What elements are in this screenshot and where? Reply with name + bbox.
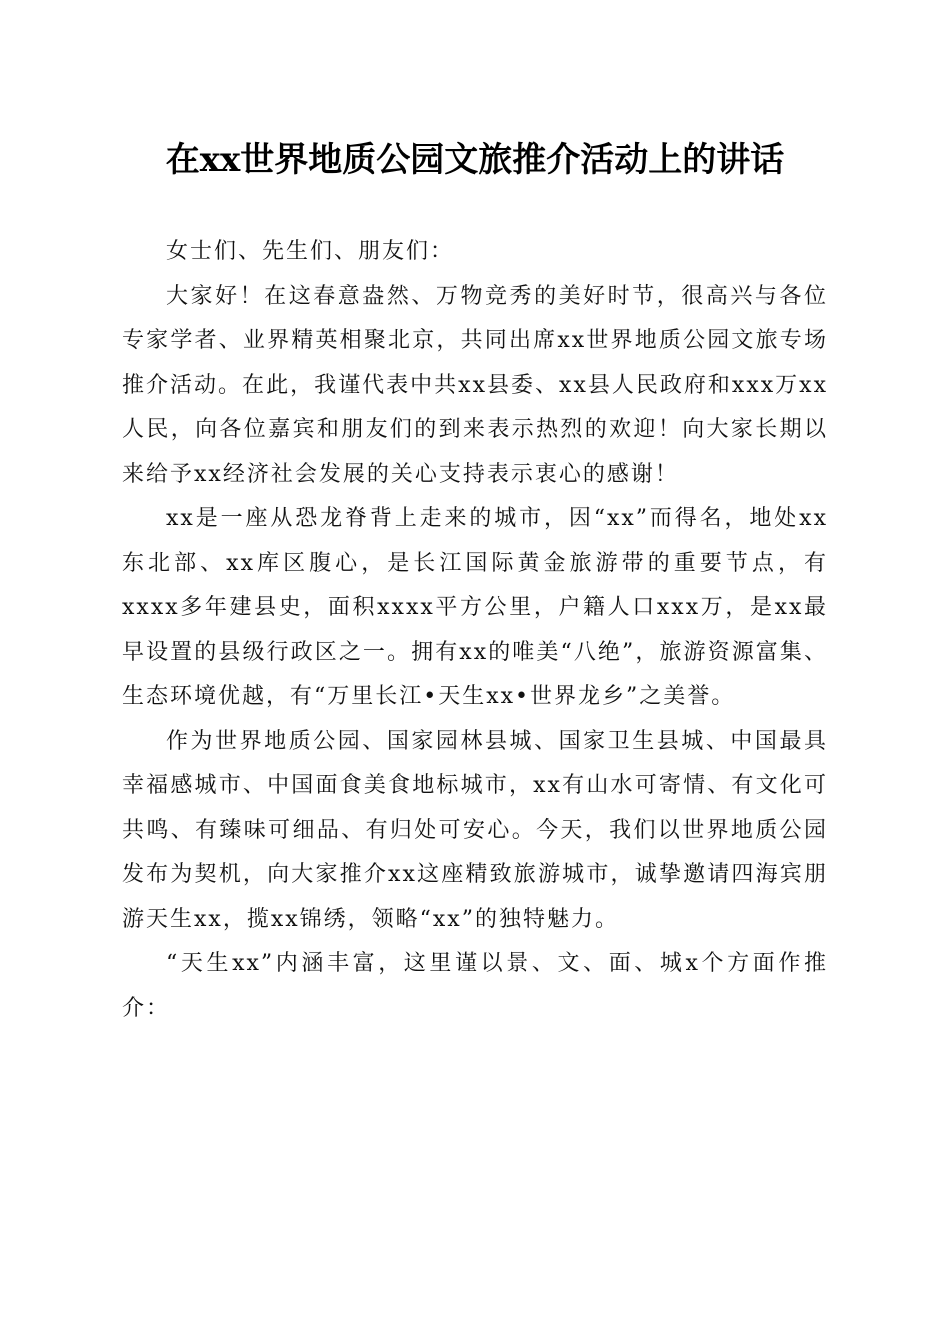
- document-title: 在xx世界地质公园文旅推介活动上的讲话: [165, 140, 785, 180]
- greeting-paragraph: 女士们、先生们、朋友们：: [166, 239, 455, 264]
- document-body: [122, 230, 828, 1031]
- city-intro-paragraph: xx是一座从恐龙脊背上走来的城市，因“xx”而得名，地处xx东北部、xx库区腹心，是长江国际黄金旅游带的重要节点，有xxxx多年建县史，面积xxxx平方公里，户籍人口xxx万，是xx最早设置的县级行政区之一。拥有xx的唯美“八绝”，旅游资源富集、生态环境优越，有“万里长江•天生xx•世界龙乡”之美誉。: [122, 506, 828, 709]
- welcome-paragraph: 大家好！在这春意盎然、万物竞秀的美好时节，很高兴与各位专家学者、业界精英相聚北京，共同出席xx世界地质公园文旅专场推介活动。在此，我谨代表中共xx县委、xx县人民政府和xxx万xx人民，向各位嘉宾和朋友们的到来表示热烈的欢迎！向大家长期以来给予xx经济社会发展的关心支持表示衷心的感谢！: [122, 283, 828, 487]
- city-honors-paragraph: 作为世界地质公园、国家园林县城、国家卫生县城、中国最具幸福感城市、中国面食美食地标城市，xx有山水可寄情、有文化可共鸣、有臻味可细品、有归处可安心。今天，我们以世界地质公园发布为契机，向大家推介xx这座精致旅游城市，诚挚邀请四海宾朋游天生xx，揽xx锦绣，领略“xx”的独特魅力。: [122, 728, 828, 932]
- promotion-outline-paragraph: “天生xx”内涵丰富，这里谨以景、文、面、城x个方面作推介：: [122, 951, 828, 1021]
